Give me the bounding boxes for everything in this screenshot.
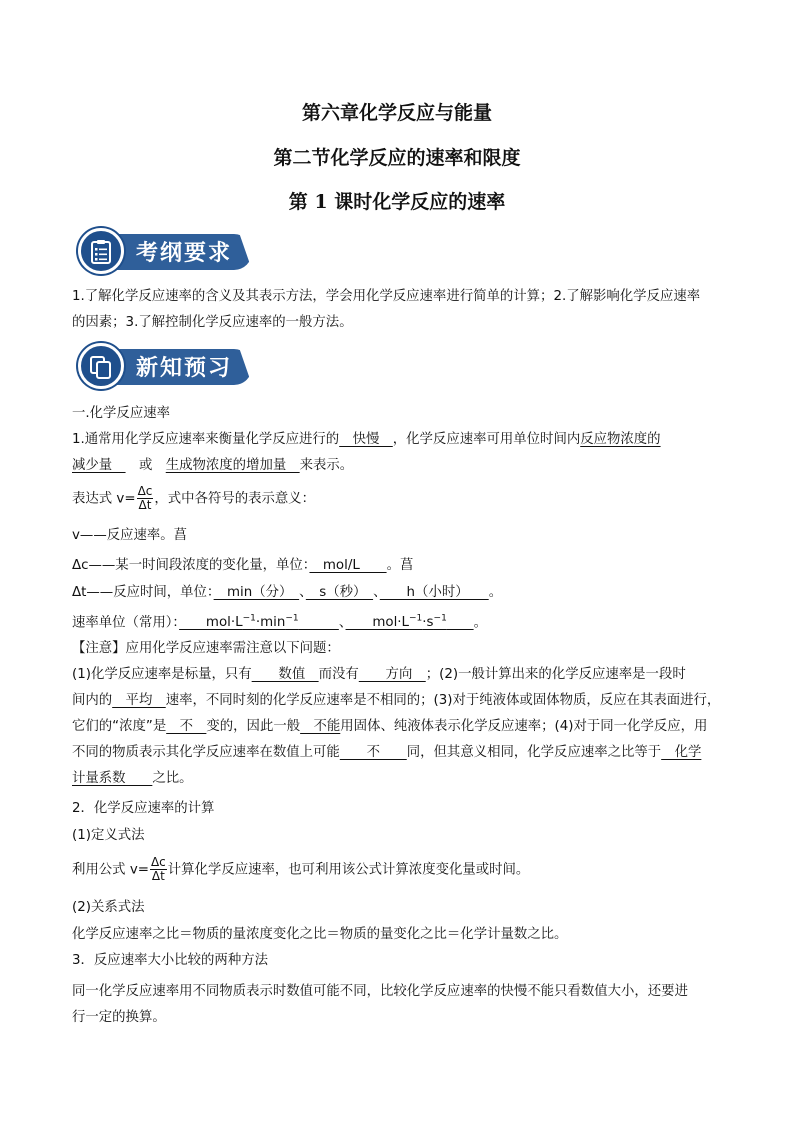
section-title: 第二节化学反应的速率和限度: [273, 147, 521, 169]
clipboard-icon: [78, 228, 124, 274]
preview-banner: [78, 343, 254, 389]
outline-banner: [78, 228, 254, 274]
lesson-title: 第 1 课时化学反应的速率: [288, 191, 506, 213]
documents-icon: [78, 343, 124, 389]
delta-fraction: $\frac{\Delta c}{\Delta t}$: [137, 484, 153, 512]
s2-sub1: (1)定义式法: [72, 828, 145, 843]
outline-line-1: 1.了解化学反应速率的含义及其表示方法，学会用化学反应速率进行简单的计算；2.了解影响化学反应速率: [72, 289, 701, 304]
v-definition: v——反应速率。菖: [72, 528, 188, 543]
c-definition: Δc——某一时间段浓度的变化量，单位： mol/L 。菖: [72, 558, 414, 573]
t-definition: Δt——反应时间，单位： min（分） 、 s（秒） 、 h（小时） 。: [72, 585, 503, 600]
outline-line-2: 的因素；3.了解控制化学反应速率的一般方法。: [72, 315, 353, 330]
chapter-title: 第六章化学反应与能量: [301, 102, 492, 124]
s3-heading: 3．反应速率大小比较的两种方法: [72, 953, 268, 968]
note-paragraph: 【注意】应用化学反应速率需注意以下问题： (1)化学反应速率是标量，只有 数值 而没有 方向 ；(2)一般计算出来的化学反应速率是一段时 间内的 平均 速率，不同时刻的化学反应速率是不相同的；(3)对于纯液体或固体物质，反应在其表面进行， 它们的“浓度”是 不 变的，因此一般 不能用固体、纯液体表示化学反应速率；(4)对于同一化学反应，用 不同的物质表示其化学反应速率在数值上可能 不 同，但其意义相同，化学反应速率之比等于 化学 计量系数 之比。: [72, 641, 721, 786]
s2-relation: 化学反应速率之比＝物质的量浓度变化之比＝物质的量变化之比＝化学计量数之比。: [72, 927, 568, 942]
outline-banner-label: 考纲要求: [136, 240, 233, 266]
s1-heading: 一.化学反应速率: [72, 406, 170, 421]
delta-fraction-2: $\frac{\Delta c}{\Delta t}$: [150, 855, 166, 883]
outline-text: [72, 287, 732, 333]
s1-para: 1.通常用化学反应速率来衡量化学反应进行的 快慢 ，化学反应速率可用单位时间内反应物浓度的 减少量 或 生成物浓度的增加量 来表示。: [72, 432, 661, 473]
expression-line: 表达式 v= $\frac{\Delta c}{\Delta t}$ ，式中各符号的表示意义：: [72, 484, 316, 512]
rate-units: 速率单位（常用）： $mol\cdot L^{-1}\cdot\min^{-1}$ 、 $mol\cdot L^{-1}\cdot s^{-1}$ 。: [72, 614, 487, 631]
s2-heading: 2．化学反应速率的计算: [72, 801, 215, 816]
s2-sub2: (2)关系式法: [72, 900, 145, 915]
preview-banner-label: 新知预习: [136, 355, 233, 381]
s3-paragraph: 同一化学反应速率用不同物质表示时数值可能不同，比较化学反应速率的快慢不能只看数值大小，还要进 行一定的换算。: [72, 984, 688, 1025]
s2-definition: 利用公式 v= $\frac{\Delta c}{\Delta t}$ 计算化学反应速率，也可利用该公式计算浓度变化量或时间。: [72, 855, 530, 883]
